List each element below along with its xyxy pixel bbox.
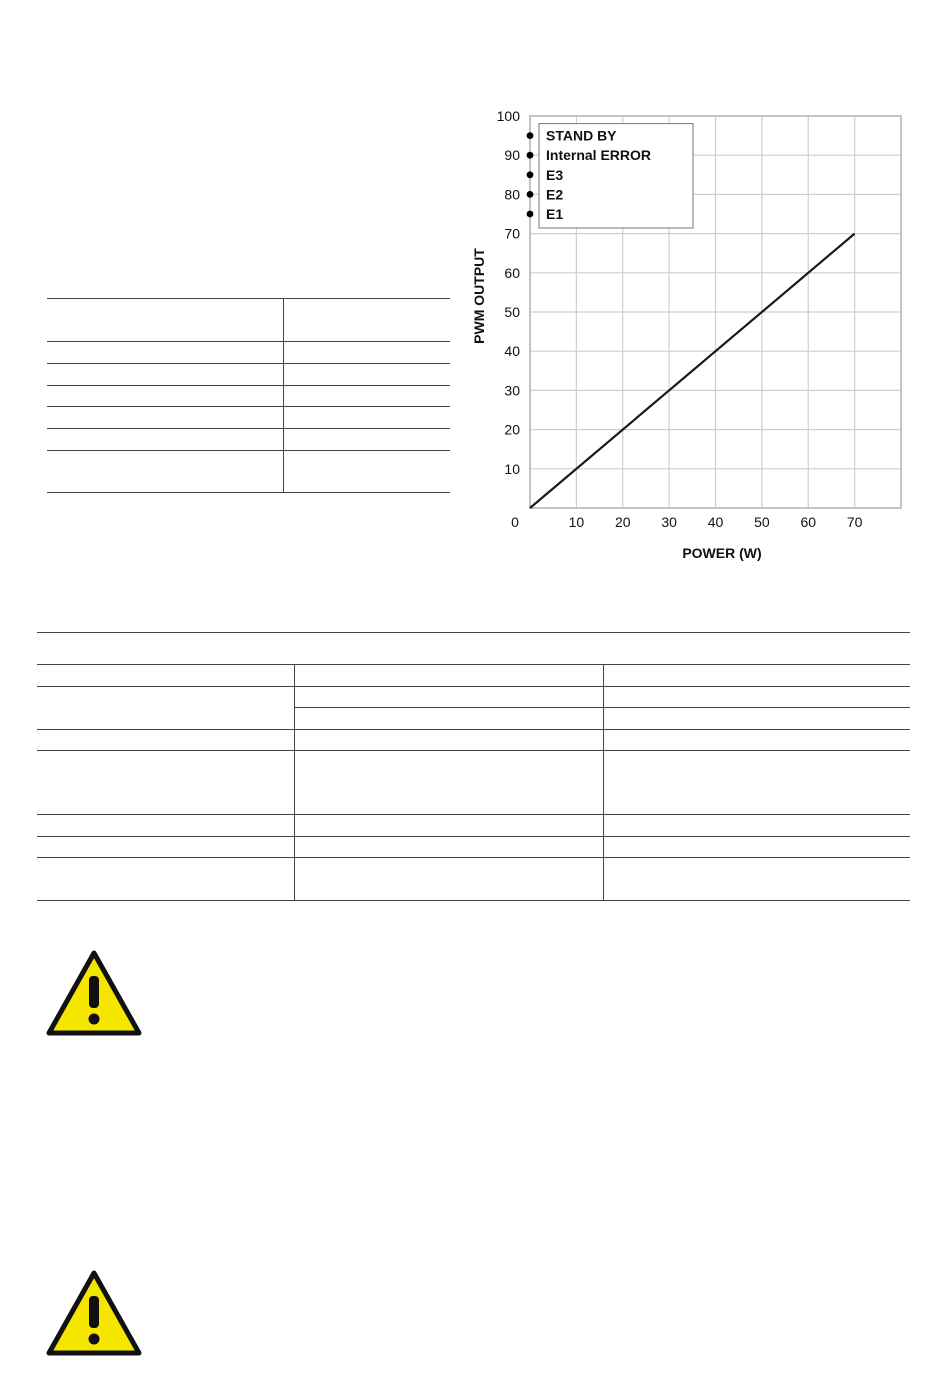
main-table-rule	[37, 664, 910, 665]
main-table-rule	[37, 814, 910, 815]
x-axis-label: POWER (W)	[682, 545, 762, 561]
legend-marker	[527, 152, 534, 159]
y-tick-label: 20	[504, 421, 520, 438]
legend-label: E2	[546, 186, 564, 203]
warning-triangle-icon	[46, 950, 142, 1036]
left-table-rule	[47, 428, 450, 429]
legend-label: Internal ERROR	[546, 147, 652, 164]
main-table-rule	[37, 750, 910, 751]
left-table-rule	[47, 406, 450, 407]
x-tick-label: 20	[614, 514, 631, 530]
main-table-rule	[37, 836, 910, 837]
main-table-rule	[37, 857, 910, 858]
legend-marker	[527, 132, 534, 139]
x-tick-label: 50	[754, 514, 770, 530]
main-table-rule	[37, 686, 910, 687]
legend-marker	[527, 191, 534, 198]
legend-label: E3	[546, 166, 564, 183]
legend-marker	[527, 171, 534, 178]
y-tick-label: 60	[504, 264, 520, 281]
left-table-rule	[47, 450, 450, 451]
y-tick-label: 80	[504, 186, 520, 203]
left-table-divider	[283, 298, 284, 492]
left-table-rule	[47, 298, 450, 299]
pwm-power-chart	[460, 100, 920, 580]
y-tick-label: 30	[504, 382, 520, 399]
main-table-bottom-rule	[37, 900, 910, 901]
left-table-rule	[47, 385, 450, 386]
y-tick-label: 90	[504, 147, 520, 164]
legend-label: E1	[546, 206, 564, 222]
legend-label: STAND BY	[546, 127, 617, 144]
warning-triangle-icon	[46, 1270, 142, 1356]
left-table-rule	[47, 341, 450, 342]
y-axis-label: PWM OUTPUT	[471, 248, 487, 344]
chart-series	[530, 234, 855, 508]
chart-legend	[527, 124, 693, 228]
y-tick-label: 10	[504, 460, 520, 477]
main-table-divider	[294, 664, 295, 900]
x-tick-label: 40	[707, 514, 724, 530]
left-table-rule	[47, 363, 450, 364]
y-tick-label: 100	[496, 108, 520, 124]
main-table-divider	[603, 664, 604, 900]
y-tick-label: 70	[504, 225, 520, 242]
main-table-top-rule	[37, 632, 910, 633]
x-tick-label: 0	[511, 514, 519, 530]
series-line	[530, 234, 855, 508]
left-table-rule	[47, 492, 450, 493]
y-axis-ticks	[497, 108, 521, 477]
main-table-rule	[37, 729, 910, 730]
x-tick-label: 70	[846, 514, 863, 530]
legend-marker	[527, 211, 534, 218]
x-tick-label: 60	[800, 514, 817, 530]
x-tick-label: 30	[661, 514, 677, 530]
y-tick-label: 50	[504, 304, 520, 320]
x-tick-label: 10	[568, 514, 585, 530]
main-table-rule	[294, 707, 910, 708]
x-axis-ticks	[511, 514, 863, 530]
y-tick-label: 40	[504, 343, 520, 360]
